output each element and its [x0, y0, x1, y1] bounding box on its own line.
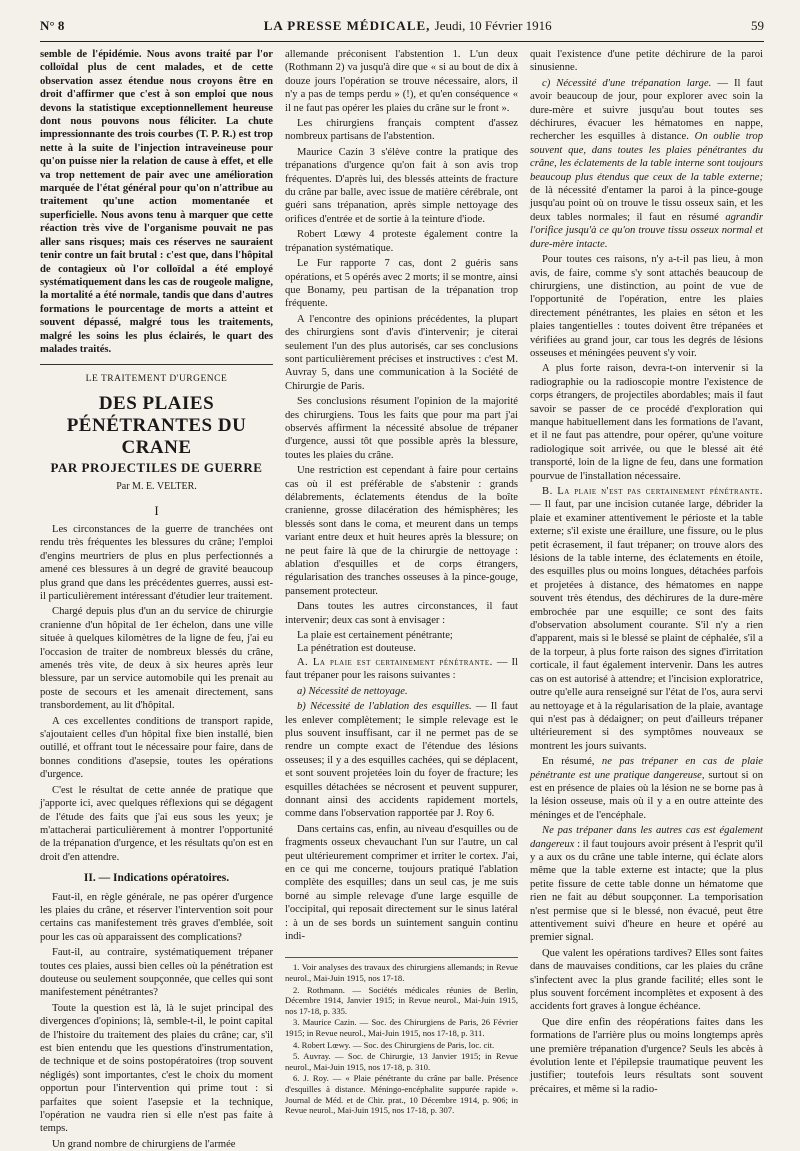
paragraph: allemande préconisent l'abstention 1. L'un deux (Rothmann 2) va jusqu'à dire que « si au bout de dix à douze jours l'opération se trouve nécessaire, alors, il n'y a pas de temps perdu » (!), et qu'en conséquence « il ne faut pas opérer les plaies du crâne sur le front ».	[285, 49, 518, 114]
paragraph: Faut-il, au contraire, systématiquement trépaner toutes ces plaies, aussi bien celles où la pénétration est douteuse ou seulement soupçonnée, que celles qui sont manifestement pénétrantes?	[40, 947, 274, 999]
paragraph: Toute la question est là, là le sujet principal des divergences d'opinions; là, semble-t-il, le point capital de l'histoire du traitement des plaies du crâne; car, s'il est bien entendu que les questions d'instrumentation, de technique et de soins postopératoires (trop souvent négligés) sont importantes, c'est le choix du moment opportun pour l'intervention qui prime tout : si parfaites que soient l'asepsie et la technique, l'opération ne vaudra rien si elle n'est pas faite à temps.	[40, 1002, 273, 1135]
page-number: 59	[751, 18, 764, 33]
subsection-heading: A. La plaie est certainement pénétrante.	[297, 656, 493, 668]
paragraph: Faut-il, en règle générale, ne pas opérer d'urgence les plaies du crâne, et réserver l'intervention soit pour certains cas manifestement très graves d'emblée, soit pour les cas où apparaissent des complications?	[40, 891, 273, 943]
issue-date: Jeudi, 10 Février 1916	[434, 18, 552, 33]
paragraph	[530, 755, 763, 822]
paragraph	[285, 656, 518, 683]
article-subtitle: PAR PROJECTILES DE GUERRE	[50, 459, 263, 475]
paragraph: a) Nécessité de nettoyage.	[297, 685, 408, 697]
paragraph: Que dire enfin des réopérations faites dans les formations de l'arrière plus ou moins longtemps après une première trépanation d'urgence? Seuls les abcès à évolution lente et l'épilepsie traumatique peuvent les justifier; toutefois leurs résultats sont souvent précaires, et même si la radio-	[530, 1016, 763, 1095]
paragraph	[285, 700, 518, 821]
text-run: surtout si on est en présence de plaies où la lésion ne se borne pas à la lésion osseuse, mais où il y a en outre atteinte des méninges et de l'encéphale.	[530, 769, 763, 821]
footnote: 5. Auvray. — Soc. de Chirurgie, 13 Janvier 1915; in Revue neurol., Mai-Juin 1915, nos 17-18, p. 310.	[285, 1051, 518, 1072]
paragraph: C'est le résultat de cette année de pratique que j'apporte ici, avec quelques réflexions qui se dégagent de l'étude des faits que j'ai eus sous les yeux; je m'attacherai particulièrement à montrer l'opportunité de la trépanation d'urgence, et les résultats qu'on est en droit d'en attendre.	[40, 784, 273, 863]
footnote: 6. J. Roy. — « Plaie pénétrante du crâne par balle. Présence d'esquilles à distance. Méningo-encéphalite suppurée rapide ». Journal de Méd. et de Chir. prat., 10 Décembre 1914, p. 906; in Revue neurol., Mai-Juin 1915, nos 17-18, p. 307.	[285, 1073, 518, 1116]
paragraph: Ses conclusions résument l'opinion de la majorité des chirurgiens. Tous les faits que pour ma part j'ai observés affirment la nécessité absolue de trépaner d'urgence, aussi tôt que possible après la blessure, toutes les plaies du crâne.	[285, 396, 518, 461]
issue-number: N° 8	[40, 18, 65, 33]
paragraph	[530, 77, 763, 251]
page-header	[40, 18, 764, 42]
journal-title	[264, 18, 552, 34]
article-divider	[40, 364, 273, 365]
subsection-heading: b) Nécessité de l'ablation des esquilles.	[297, 701, 472, 713]
subsection-text: — Il faut les enlever complètement; le simple relevage est le plus souvent insuffisant, car il ne permet pas de se rendre un compte exact de l'étendue des lésions osseuses; il y a des esquilles cachées, qui se déplacent, et sont souvent projetées loin du foyer de fracture; les esquilles détachées se nécrosent et peuvent suppurer, donnant ainsi des accidents rapidement mortels, comme dans l'observation rapportée par J. Roy 6.	[285, 701, 518, 820]
paragraph: Dans toutes les autres circonstances, il faut intervenir; deux cas sont à envisager :	[285, 601, 518, 626]
paragraph: semble de l'épidémie. Nous avons traité par l'or colloïdal plus de cent malades, et de cette observation assez étendue nous croyons être en droit d'affirmer que c'est à son emploi que nous devons la statistique exceptionnellement heureuse dont nous pouvons nous féliciter. La chute impressionnante des trois courbes (T. P. R.) est trop nette à la suite de l'injection intraveineuse pour qu'on puisse nier la relation de cause à effet, et elle va trop nettement de pair avec une amélioration marquée de l'état général pour qu'on n'attribue au traitement qu'une action momentanée et superficielle. Nous avons tenu à marquer que cette réaction très vive de l'organisme pouvait ne pas aller sans risques; mais ces réserves ne sauraient tenir contre un fait brutal : c'est que, dans l'hôpital de contagieux où l'or colloïdal a été employé systématiquement dans les cas de rougeole maligne, la mortalité a été normale, tandis que dans d'autres formations le pourcentage de morts a atteint et souvent dépassé, malgré tous les traitements, malgré les soins les plus éclairés, le quart des malades traités.	[40, 49, 273, 355]
emphasis-text: On oublie trop souvent que, dans toutes les plaies pénétrantes du crâne, les éclatements de la table interne sont toujours beaucoup plus étendus que ceux de la table externe;	[530, 131, 763, 183]
list-item: La pénétration est douteuse.	[297, 643, 416, 655]
footnote: 3. Maurice Cazin. — Soc. des Chirurgiens de Paris, 26 Février 1915; in Revue neurol., Mai-Juin 1915, nos 17-18, p. 311.	[285, 1017, 518, 1038]
paragraph: Les chirurgiens français comptent d'assez nombreux partisans de l'abstention.	[285, 118, 518, 143]
paragraph: Dans certains cas, enfin, au niveau d'esquilles ou de fragments osseux chevauchant l'un sur l'autre, un cal peut ultérieurement comprimer et irriter le cortex. J'ai, en ce qui me concerne, toujours pratiqué l'ablation complète des esquilles; dans un seul cas, je me suis borné au simple relevage d'une large esquille de l'occipital, qui reposait directement sur le sinus latéral : à un de ses bords un suintement sanguin continu indi-	[285, 823, 518, 942]
paragraph: quait l'existence d'une petite déchirure de la paroi sinusienne.	[530, 49, 763, 74]
list-item: La plaie est certainement pénétrante;	[297, 630, 453, 642]
emphasis-text: ne pas trépaner en cas de plaie pénétrante est une pratique dangereuse,	[530, 756, 763, 781]
subsection-text: — Il faut, par une incision cutanée large, débrider la plaie et examiner attentivement le périoste et la table externe; s'il existe une éraillure, une fissure, ou le plus petit écrasement, il faut trépaner; on trouve alors des lésions de la table interne, des éclatements en étoile, des esquilles plus ou moins longues, détachées parfois et projetées à distance, des hématomes en nappe souvent très étendus, des déchirures de la dure-mère embrochée par une esquille; ce sont des faits d'observation absolument courante. S'il n'y a rien d'apparent, mais si le blessé se plaint de céphalée, s'il a de la torpeur, à plus forte raison des signes d'irritation corticale, il faut également intervenir. Dans les autres cas on est autorisé à attendre; et l'incision exploratrice, outre qu'elle aura renseigné sur l'état de l'os, aura servi au nettoyage et à la régularisation de la plaie, avantage qui n'est pas à dédaigner; on peut d'ailleurs trépaner ultérieurement si des symptômes nouveaux se montrent les jours suivants.	[530, 499, 763, 752]
article-author: Par M. E. VELTER.	[116, 481, 197, 493]
paragraph: A ces excellentes conditions de transport rapide, s'ajoutaient celles d'un hôpital fixe bien installé, bien outillé, et offrant tout le nécessaire pour faire, dans de bonnes conditions d'asepsie, toutes les opérations d'urgence.	[40, 715, 273, 781]
footnote: 4. Robert Lœwy. — Soc. des Chirurgiens de Paris, loc. cit.	[293, 1039, 495, 1050]
subsection-text: de là nécessité d'entamer la paroi à la pince-gouge jusqu'au point où on trouve le tissu osseux sain, et les deux tables normales; il faut en résumé	[530, 185, 763, 223]
subsection-heading: c) Nécessité d'une trépanation large.	[542, 77, 712, 89]
paragraph: Le Fur rapporte 7 cas, dont 2 guéris sans opérations, et 5 opérés avec 2 morts; il se montre, ainsi que Bonamy, peu partisan de la trépanation trop fréquente.	[285, 258, 519, 310]
footnote: 2. Rothmann. — Sociétés médicales réunies de Berlin, Décembre 1914, Janvier 1915; in Revue neurol., Mai-Juin 1915, nos 17-18, p. 335.	[285, 984, 518, 1016]
emphasis-text: agrandir l'orifice jusqu'à ce qu'on trouve tissu osseux normal et dure-mère intacte.	[530, 211, 763, 250]
emphasis-text: Ne pas trépaner dans les autres cas est également dangereux	[530, 825, 763, 850]
paragraph: A plus forte raison, devra-t-on intervenir si la radiographie ou la radioscopie montre l'existence de corps étrangers, de projectiles abordables; mais il faut savoir se passer de ce procédé d'exploration qui manque habituellement dans les formations de l'avant, et il ne faut pas attendre, pour opérer, qu'une voiture radiologique soit arrivée, ou que le blessé ait été transporté, loin de la ligne de feu, dans une formation pourvue de l'installation nécessaire.	[530, 363, 763, 482]
footnotes	[285, 957, 518, 1115]
column-2	[285, 48, 519, 1116]
section-number: I	[154, 502, 159, 518]
paragraph: Robert Lœwy 4 proteste également contre la trépanation systématique.	[285, 229, 518, 254]
subsection-heading: B. La plaie n'est pas certainement pénétrante.	[542, 486, 763, 497]
column-1	[40, 48, 274, 1150]
footnote: 1. Voir analyses des travaux des chirurgiens allemands; in Revue neurol., Mai-Juin 1915, nos 17-18.	[285, 962, 518, 983]
paragraph: Maurice Cazin 3 s'élève contre la pratique des trépanations d'urgence qu'on fait à son avis trop fréquentes. D'après lui, des blessés atteints de fracture du crâne par balle, avec issue de matière cérébrale, ont guéri sans trépanation, après simple nettoyage des orifices d'entrée et de sortie à la teinture d'iode.	[285, 146, 518, 225]
paragraph	[530, 485, 763, 753]
journal-name: LA PRESSE MÉDICALE,	[263, 18, 431, 33]
newspaper-page	[40, 18, 764, 1150]
paragraph: A l'encontre des opinions précédentes, la plupart des chirurgiens sont d'avis d'intervenir; je citerai seulement l'un des plus autorisés, car ses conclusions sont particulièrement précises et instructives : c'est M. Auvray 5, dans une communication à la Société de Chirurgie de Paris.	[285, 313, 518, 392]
paragraph: Chargé depuis plus d'un an du service de chirurgie cranienne d'un hôpital de 1er échelon, dans une ville située à quelques kilomètres de la ligne de feu, j'ai eu l'occasion de traiter de nombreux blessés du crâne, amenés très vite, de deux à six heures après leur blessure, par un service automobile qui les prenait au poste de secours et les amenait directement, sans transbordement, au lit d'hôpital.	[40, 606, 273, 712]
subsection-text: — Il faut trépaner pour les raisons suivantes :	[285, 656, 518, 682]
case-list	[285, 629, 518, 656]
paragraph	[530, 824, 763, 945]
paragraph: Que valent les opérations tardives? Elles sont faites dans de mauvaises conditions, car les plaies du crâne s'infectent avec la plus grande facilité; elles sont le plus souvent forcément incomplètes et exposent à des accidents fort graves à longue échéance.	[530, 947, 763, 1013]
article-kicker: LE TRAITEMENT D'URGENCE	[85, 374, 228, 385]
text-columns	[40, 48, 764, 1150]
section-heading: II. — Indications opératoires.	[83, 872, 230, 885]
subsection-text: — Il faut avoir beaucoup de jour, pour explorer avec soin la dure-mère et suivre jusqu'au bout toutes ses déchirures, évacuer les hématomes en nappe, rechercher les esquilles à distance.	[530, 77, 763, 143]
column-3	[530, 48, 763, 1095]
text-run: : il faut toujours avoir présent à l'esprit qu'il y a aux os du crâne une table interne, qui éclate alors même que la table externe est intacte; que la plus petite fissure de cette table donne un hématome que rien ne fait au début soupçonner. La temporisation n'est permise que si le blessé, non évacué, peut être attentivement suivi d'heure en heure et opéré au premier signal.	[530, 838, 763, 944]
text-run: En résumé,	[542, 756, 595, 768]
article-title: DES PLAIES PÉNÉTRANTES DU CRANE	[66, 392, 247, 458]
paragraph: Pour toutes ces raisons, n'y a-t-il pas lieu, à mon avis, de faire, comme s'y sont attachés beaucoup de chirurgiens, une distinction, au point de vue de l'opportunité de l'opération, entre les plaies directement pénétrantes, les plaies en séton et les plaies tangentielles : toutes doivent être trépanées et vérifiées au grand jour, car tous les degrés de lésions osseuses et méningées peuvent s'y voir.	[530, 254, 763, 359]
paragraph: Un grand nombre de chirurgiens de l'armée	[52, 1138, 236, 1150]
paragraph: Une restriction est cependant à faire pour certains cas où il est préférable de s'abstenir : grands délabrements, éclatements étendus de la boîte cranienne, grosse dilacération des hémisphères; les blessés sont dans le coma, et meurent dans un temps variant entre deux et huit heures après la blessure; on ne peut faire là que de la chirurgie de nettoyage : ablation d'esquilles et de corps étrangers, régularisation des tranches osseuses à la pince-gouge, pansement protecteur.	[285, 465, 518, 597]
paragraph: Les circonstances de la guerre de tranchées ont rendu très fréquentes les blessures du crâne; l'emploi d'engins meurtriers de plus en plus perfectionnés a amené ces blessures à un degré de gravité beaucoup plus grand que dans les précédentes guerres, aussi est-il particulièrement intéressant d'étudier leur traitement.	[40, 523, 273, 602]
